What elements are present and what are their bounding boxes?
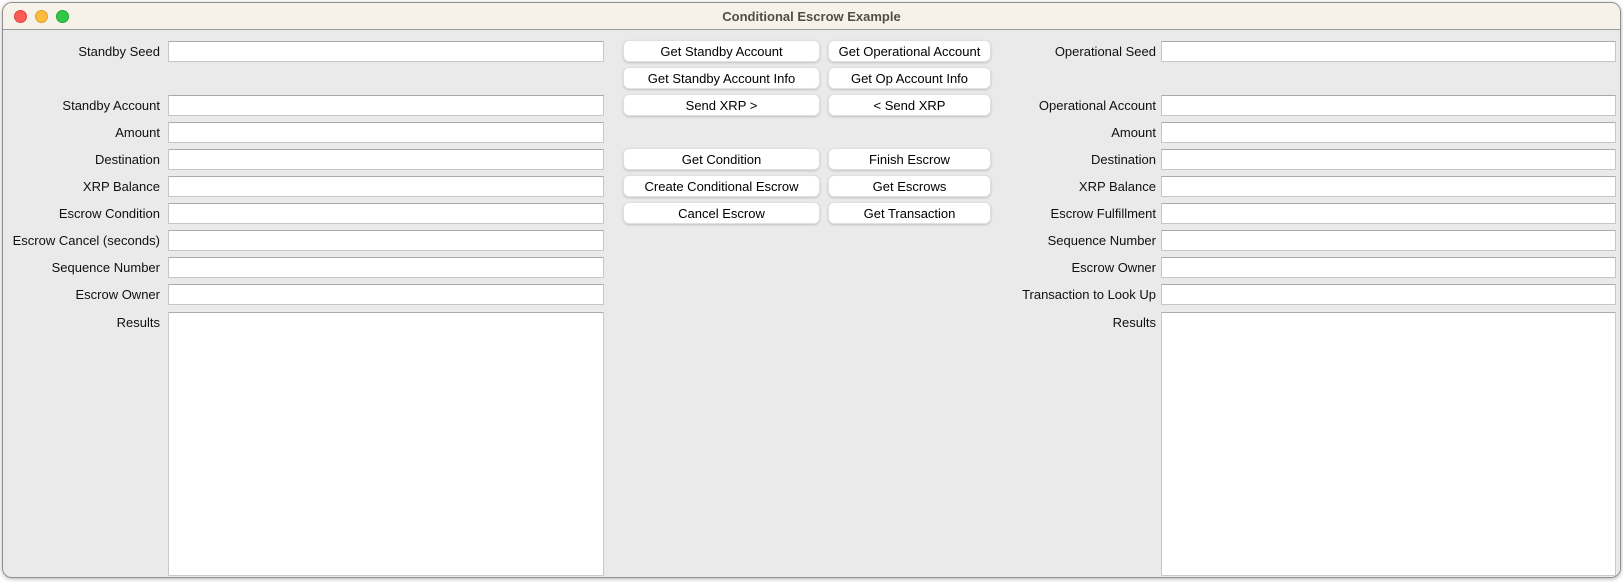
operational-destination-input[interactable] bbox=[1161, 149, 1616, 170]
get-transaction-button[interactable]: Get Transaction bbox=[828, 202, 991, 224]
operational-account-input[interactable] bbox=[1161, 95, 1616, 116]
escrow-fulfillment-label: Escrow Fulfillment bbox=[1050, 206, 1156, 221]
operational-results-label: Results bbox=[1112, 315, 1156, 330]
send-xrp-right-button[interactable]: Send XRP > bbox=[623, 94, 820, 116]
transaction-to-look-up-label: Transaction to Look Up bbox=[1022, 287, 1156, 302]
operational-xrp-balance-input[interactable] bbox=[1161, 176, 1616, 197]
operational-escrow-owner-input[interactable] bbox=[1161, 257, 1616, 278]
standby-sequence-number-label: Sequence Number bbox=[51, 260, 160, 275]
standby-seed-input[interactable] bbox=[168, 41, 604, 62]
get-op-account-info-button[interactable]: Get Op Account Info bbox=[828, 67, 991, 89]
cancel-escrow-button[interactable]: Cancel Escrow bbox=[623, 202, 820, 224]
send-xrp-left-button[interactable]: < Send XRP bbox=[828, 94, 991, 116]
standby-amount-input[interactable] bbox=[168, 122, 604, 143]
close-button[interactable] bbox=[14, 10, 27, 23]
operational-amount-label: Amount bbox=[1111, 125, 1156, 140]
minimize-button[interactable] bbox=[35, 10, 48, 23]
get-escrows-button[interactable]: Get Escrows bbox=[828, 175, 991, 197]
standby-results-textarea[interactable] bbox=[168, 312, 604, 576]
operational-sequence-number-label: Sequence Number bbox=[1047, 233, 1156, 248]
standby-destination-input[interactable] bbox=[168, 149, 604, 170]
standby-sequence-number-input[interactable] bbox=[168, 257, 604, 278]
standby-seed-label: Standby Seed bbox=[78, 44, 160, 59]
operational-xrp-balance-label: XRP Balance bbox=[1078, 179, 1156, 194]
escrow-condition-label: Escrow Condition bbox=[58, 206, 160, 221]
create-conditional-escrow-button[interactable]: Create Conditional Escrow bbox=[623, 175, 820, 197]
standby-xrp-balance-label: XRP Balance bbox=[82, 179, 160, 194]
standby-destination-label: Destination bbox=[94, 152, 160, 167]
escrow-condition-input[interactable] bbox=[168, 203, 604, 224]
operational-amount-input[interactable] bbox=[1161, 122, 1616, 143]
operational-destination-label: Destination bbox=[1090, 152, 1156, 167]
finish-escrow-button[interactable]: Finish Escrow bbox=[828, 148, 991, 170]
standby-escrow-owner-input[interactable] bbox=[168, 284, 604, 305]
standby-results-label: Results bbox=[116, 315, 160, 330]
operational-seed-input[interactable] bbox=[1161, 41, 1616, 62]
standby-amount-label: Amount bbox=[115, 125, 160, 140]
operational-escrow-owner-label: Escrow Owner bbox=[1071, 260, 1156, 275]
escrow-cancel-seconds-input[interactable] bbox=[168, 230, 604, 251]
window-title: Conditional Escrow Example bbox=[722, 8, 901, 24]
get-operational-account-button[interactable]: Get Operational Account bbox=[828, 40, 991, 62]
window-controls bbox=[14, 3, 69, 29]
get-condition-button[interactable]: Get Condition bbox=[623, 148, 820, 170]
app-window bbox=[2, 2, 1621, 578]
transaction-to-look-up-input[interactable] bbox=[1161, 284, 1616, 305]
operational-seed-label: Operational Seed bbox=[1054, 44, 1156, 59]
escrow-cancel-seconds-label: Escrow Cancel (seconds) bbox=[12, 233, 160, 248]
standby-escrow-owner-label: Escrow Owner bbox=[75, 287, 160, 302]
standby-account-label: Standby Account bbox=[62, 98, 160, 113]
get-standby-account-button[interactable]: Get Standby Account bbox=[623, 40, 820, 62]
operational-account-label: Operational Account bbox=[1038, 98, 1156, 113]
zoom-button[interactable] bbox=[56, 10, 69, 23]
standby-account-input[interactable] bbox=[168, 95, 604, 116]
window-titlebar[interactable] bbox=[3, 3, 1620, 30]
operational-sequence-number-input[interactable] bbox=[1161, 230, 1616, 251]
operational-results-textarea[interactable] bbox=[1161, 312, 1616, 576]
get-standby-account-info-button[interactable]: Get Standby Account Info bbox=[623, 67, 820, 89]
main-content bbox=[3, 31, 1620, 577]
standby-xrp-balance-input[interactable] bbox=[168, 176, 604, 197]
escrow-fulfillment-input[interactable] bbox=[1161, 203, 1616, 224]
